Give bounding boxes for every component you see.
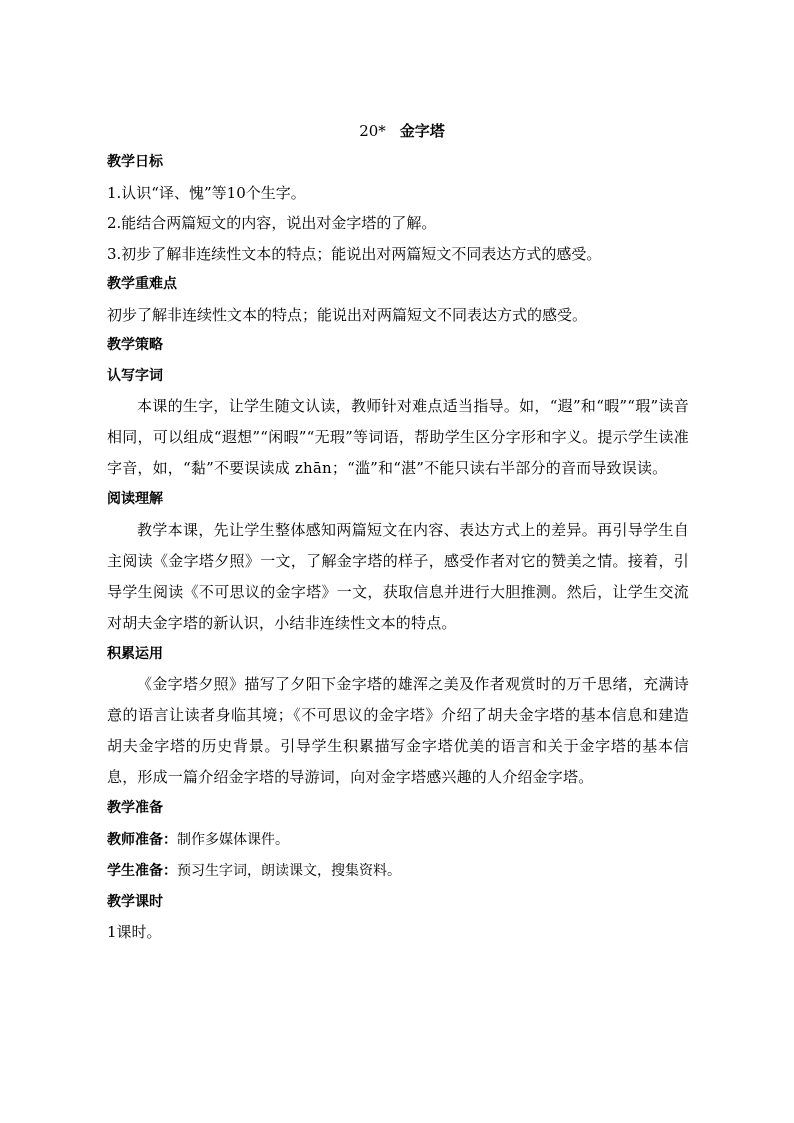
reading-paragraph: 教学本课，先让学生整体感知两篇短文在内容、表达方式上的差异。再引导学生自主阅读《金字塔夕照》一文，了解金字塔的样子，感受作者对它的赞美之情。接着，引导学生阅读《不可思议的金字塔》一文，获取信息并进行大胆推测。然后，让学生交流对胡夫金字塔的新认识，小结非连续性文本的特点。 [107, 520, 689, 632]
lesson-name: 金字塔 [399, 122, 445, 140]
strategy-heading: 教学策略 [107, 337, 163, 353]
teacher-preparation [107, 824, 689, 856]
periods-heading: 教学课时 [107, 893, 163, 910]
lesson-number: 20* [359, 122, 386, 140]
reading-heading: 阅读理解 [107, 491, 163, 507]
objectives-heading: 教学日标 [107, 154, 163, 170]
preparation-heading: 教学准备 [107, 800, 163, 816]
literacy-heading: 认写字词 [107, 367, 163, 384]
objective-item-3: 3.初步了解非连续性文本的特点；能说出对两篇短文不同表达方式的感受。 [107, 244, 602, 263]
key-points-heading: 教学重难点 [107, 276, 177, 292]
student-preparation-text: 预习生字词，朗读课文，搜集资料。 [177, 863, 401, 879]
application-heading: 积累运用 [107, 645, 163, 662]
objective-item-1: 1.认识“译、愧”等10个生字。 [107, 183, 306, 202]
student-preparation [107, 855, 689, 887]
periods-text: 1课时。 [107, 923, 162, 941]
application-paragraph: 《金字塔夕照》描写了夕阳下金字塔的雄浑之美及作者观赏时的万千思绪，充满诗意的语言让读者身临其境；《不可思议的金字塔》介绍了胡夫金字塔的基本信息和建造胡夫金字塔的历史背景。引导学生积累描写金字塔优美的语言和关于金字塔的基本信息，形成一篇介绍金字塔的导游词，向对金字塔感兴趣的人介绍金字塔。 [107, 675, 689, 786]
key-points-text: 初步了解非连续性文本的特点；能说出对两篇短文不同表达方式的感受。 [107, 305, 588, 324]
student-preparation-label: 学生准备： [107, 863, 177, 879]
lesson-title [107, 118, 689, 144]
objective-item-2: 2.能结合两篇短文的内容，说出对金字塔的了解。 [107, 214, 437, 232]
teacher-preparation-label: 教师准备： [107, 831, 177, 848]
literacy-paragraph: 本课的生字，让学生随文认读，教师针对难点适当指导。如，“遐”和“暇”“瑕”读音相同，可以组成“遐想”“闲暇”“无瑕”等词语，帮助学生区分字形和字义。提示学生读准字音，如，“黏”不要误读成 zhān；“滥”和“湛”不能只读右半部分的音而导致误读。 [107, 397, 689, 477]
teacher-preparation-text: 制作多媒体课件。 [177, 831, 289, 848]
document-body [107, 118, 689, 948]
